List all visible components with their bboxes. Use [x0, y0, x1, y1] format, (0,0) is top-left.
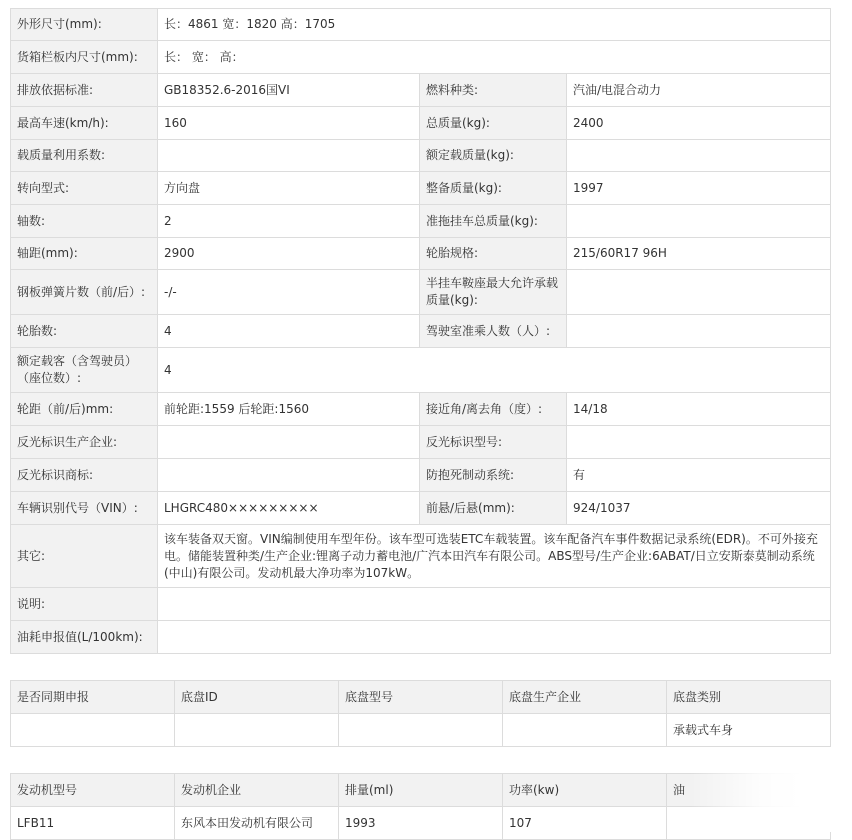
spec-row-dimensions: [11, 9, 831, 41]
label-reflector-maker: 反光标识生产企业:: [11, 426, 158, 459]
value-dimensions: 长：4861 宽：1820 高：1705: [158, 9, 831, 41]
value-rated-load: [567, 140, 831, 172]
label-track-width: 轮距（前/后)mm:: [11, 393, 158, 426]
chassis-header-model: 底盘型号: [339, 681, 503, 714]
value-saddle-load: [567, 270, 831, 315]
value-note: [158, 588, 831, 621]
value-tire-count: 4: [158, 315, 420, 348]
engine-cell-model: LFB11: [11, 807, 175, 840]
value-leaf-springs: -/-: [158, 270, 420, 315]
spec-row: [11, 205, 831, 238]
value-max-speed: 160: [158, 107, 420, 140]
spec-row: [11, 74, 831, 107]
spec-row: [11, 172, 831, 205]
value-abs: 有: [567, 459, 831, 492]
engine-header-model: 发动机型号: [11, 774, 175, 807]
engine-cell-displacement: 1993: [339, 807, 503, 840]
engine-table: [10, 773, 831, 840]
label-reflector-brand: 反光标识商标:: [11, 459, 158, 492]
label-curb-mass: 整备质量(kg):: [420, 172, 567, 205]
chassis-header-row: [11, 681, 831, 714]
value-other: 该车装备双天窗。VIN编制使用车型年份。该车型可选装ETC车载装置。该车配备汽车事件数据记录系统(EDR)。不可外接充电。储能装置种类/生产企业:锂离子动力蓄电池/广汽本田汽车有限公司。ABS型号/生产企业:6ABAT/日立安斯泰莫制动系统(中山)有限公司。发动机最大净功率为107kW。: [158, 525, 831, 588]
value-fuel-type: 汽油/电混合动力: [567, 74, 831, 107]
spec-row-note: [11, 588, 831, 621]
spec-row: [11, 459, 831, 492]
label-load-utilization: 载质量利用系数:: [11, 140, 158, 172]
value-load-utilization: [158, 140, 420, 172]
spec-row: [11, 315, 831, 348]
value-axle-count: 2: [158, 205, 420, 238]
label-fuel-type: 燃料种类:: [420, 74, 567, 107]
label-cargo-box: 货箱栏板内尺寸(mm):: [11, 41, 158, 74]
label-tire-count: 轮胎数:: [11, 315, 158, 348]
label-overhang: 前悬/后悬(mm):: [420, 492, 567, 525]
value-tire-spec: 215/60R17 96H: [567, 238, 831, 270]
spec-row: [11, 107, 831, 140]
label-emission-standard: 排放依据标准:: [11, 74, 158, 107]
chassis-cell-concurrent: [11, 714, 175, 747]
value-emission-standard: GB18352.6-2016国VI: [158, 74, 420, 107]
label-tire-spec: 轮胎规格:: [420, 238, 567, 270]
engine-row: [11, 807, 831, 840]
chassis-header-type: 底盘类别: [667, 681, 831, 714]
value-track-width: 前轮距:1559 后轮距:1560: [158, 393, 420, 426]
value-reflector-model: [567, 426, 831, 459]
label-cab-seats: 驾驶室准乘人数（人）:: [420, 315, 567, 348]
label-rated-passengers: 额定载客（含驾驶员）（座位数）:: [11, 348, 158, 393]
label-rated-load: 额定载质量(kg):: [420, 140, 567, 172]
label-vin: 车辆识别代号（VIN）:: [11, 492, 158, 525]
chassis-row: [11, 714, 831, 747]
label-fuel-consumption: 油耗申报值(L/100km):: [11, 621, 158, 654]
chassis-cell-model: [339, 714, 503, 747]
label-steering-type: 转向型式:: [11, 172, 158, 205]
label-wheelbase: 轴距(mm):: [11, 238, 158, 270]
spec-row: [11, 426, 831, 459]
engine-cell-fuel: [667, 807, 831, 840]
label-note: 说明:: [11, 588, 158, 621]
value-rated-passengers: 4: [158, 348, 831, 393]
engine-header-fuel: 油: [667, 774, 831, 807]
label-reflector-model: 反光标识型号:: [420, 426, 567, 459]
chassis-header-concurrent: 是否同期申报: [11, 681, 175, 714]
chassis-cell-id: [175, 714, 339, 747]
engine-header-power: 功率(kw): [503, 774, 667, 807]
chassis-table: [10, 680, 831, 747]
value-overhang: 924/1037: [567, 492, 831, 525]
spec-row-rated-passengers: [11, 348, 831, 393]
spec-row-other: [11, 525, 831, 588]
value-reflector-brand: [158, 459, 420, 492]
spec-row: [11, 140, 831, 172]
spec-row: [11, 270, 831, 315]
spec-row: [11, 393, 831, 426]
label-dimensions: 外形尺寸(mm):: [11, 9, 158, 41]
chassis-header-maker: 底盘生产企业: [503, 681, 667, 714]
spec-row-fuel-consumption: [11, 621, 831, 654]
value-total-mass: 2400: [567, 107, 831, 140]
value-steering-type: 方向盘: [158, 172, 420, 205]
value-approach-departure: 14/18: [567, 393, 831, 426]
spec-table: [10, 8, 831, 654]
value-cargo-box: 长： 宽： 高：: [158, 41, 831, 74]
value-vin: LHGRC480×××××××××: [158, 492, 420, 525]
value-trailer-mass: [567, 205, 831, 238]
engine-header-maker: 发动机企业: [175, 774, 339, 807]
label-max-speed: 最高车速(km/h):: [11, 107, 158, 140]
chassis-header-id: 底盘ID: [175, 681, 339, 714]
value-wheelbase: 2900: [158, 238, 420, 270]
spec-row-cargo-box: [11, 41, 831, 74]
chassis-cell-maker: [503, 714, 667, 747]
chassis-cell-type: 承载式车身: [667, 714, 831, 747]
engine-cell-maker: 东风本田发动机有限公司: [175, 807, 339, 840]
label-leaf-springs: 钢板弹簧片数（前/后）:: [11, 270, 158, 315]
value-reflector-maker: [158, 426, 420, 459]
spec-row: [11, 238, 831, 270]
engine-header-displacement: 排量(ml): [339, 774, 503, 807]
label-saddle-load: 半挂车鞍座最大允许承载质量(kg):: [420, 270, 567, 315]
label-other: 其它:: [11, 525, 158, 588]
value-curb-mass: 1997: [567, 172, 831, 205]
engine-cell-power: 107: [503, 807, 667, 840]
label-trailer-mass: 准拖挂车总质量(kg):: [420, 205, 567, 238]
spec-row: [11, 492, 831, 525]
label-abs: 防抱死制动系统:: [420, 459, 567, 492]
label-total-mass: 总质量(kg):: [420, 107, 567, 140]
label-axle-count: 轴数:: [11, 205, 158, 238]
value-cab-seats: [567, 315, 831, 348]
label-approach-departure: 接近角/离去角（度）:: [420, 393, 567, 426]
value-fuel-consumption: [158, 621, 831, 654]
engine-header-row: [11, 774, 831, 807]
